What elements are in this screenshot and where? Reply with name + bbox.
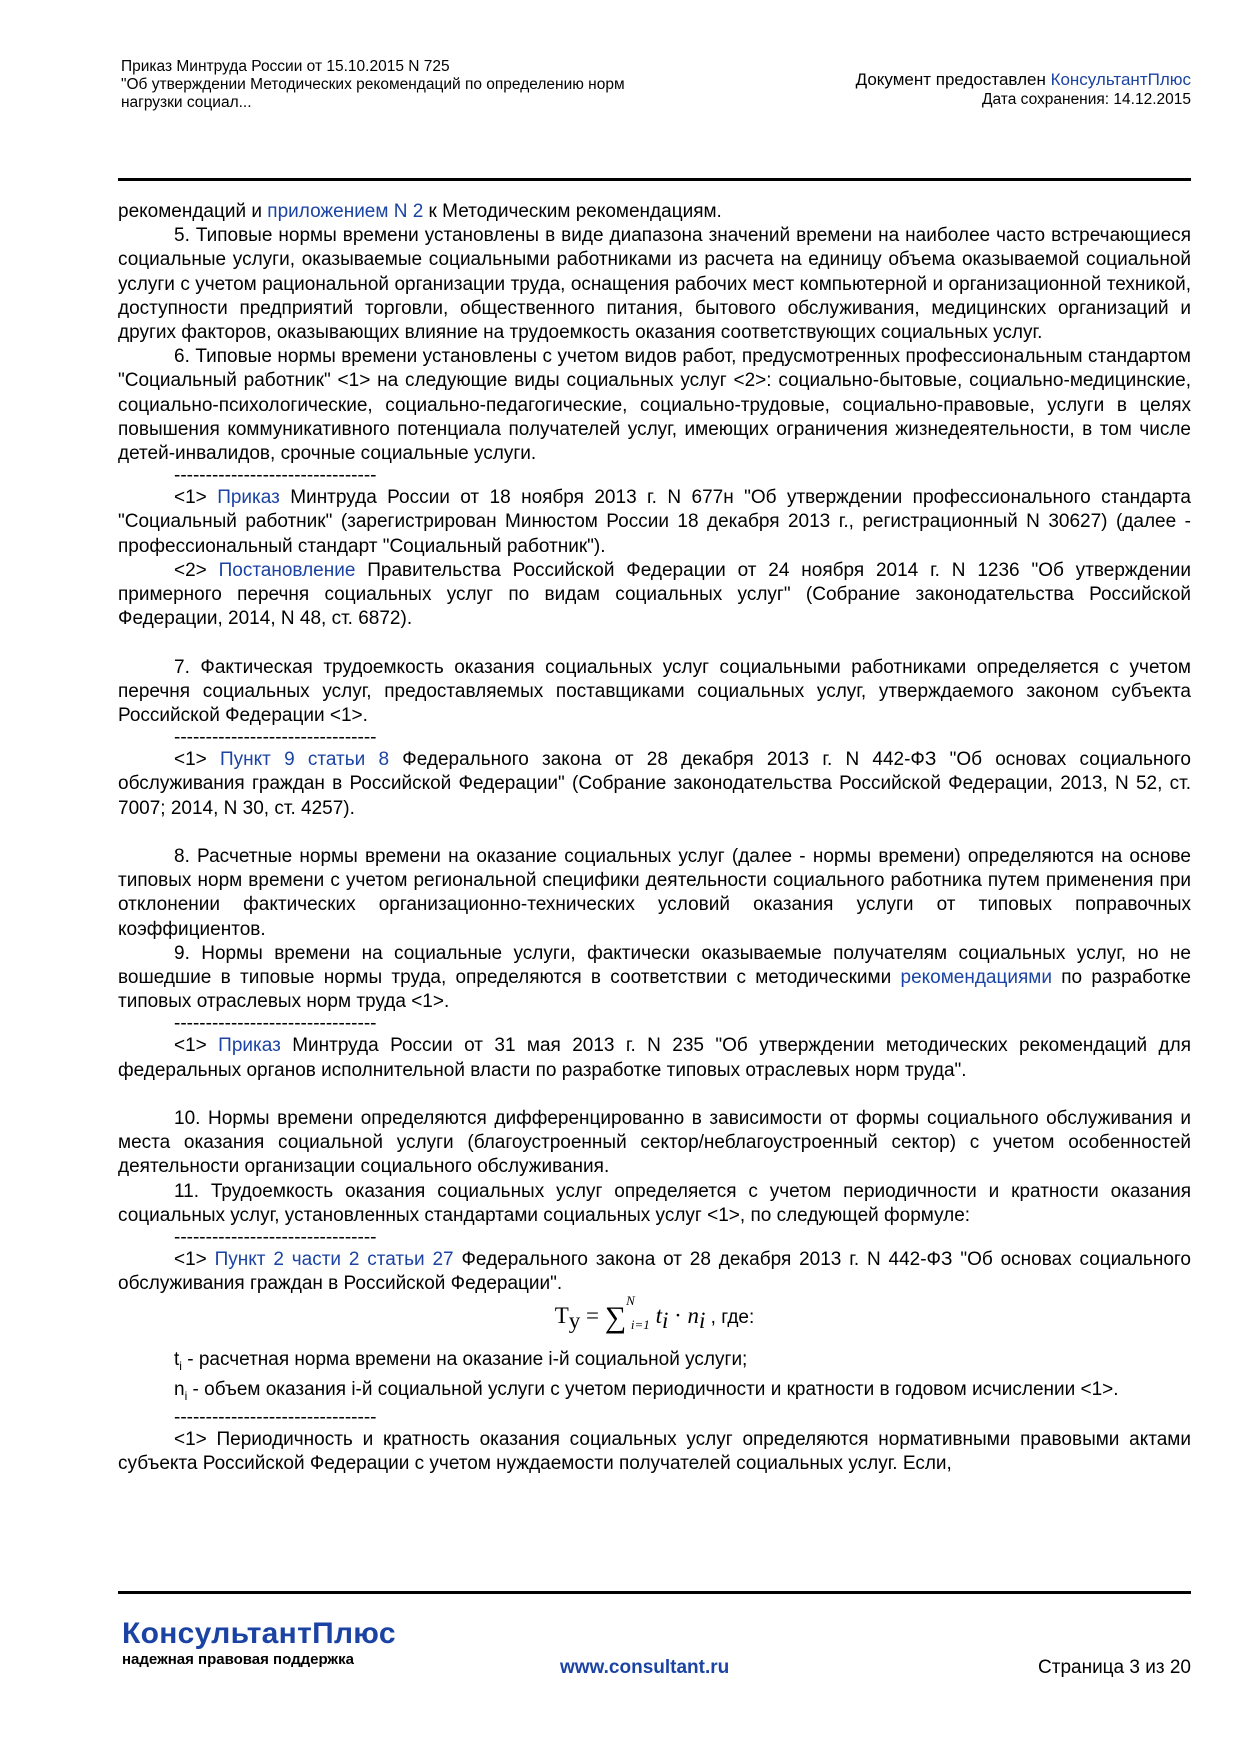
recommendations-link[interactable]: рекомендациями	[900, 967, 1052, 989]
formula-t: t	[655, 1303, 662, 1329]
order-235-link[interactable]: Приказ	[218, 1035, 281, 1057]
text: Минтруда России от 31 мая 2013 г. N 235 "Об утверждении методических рекомендаций для федеральных органов исполнительной власти по разработке типовых отраслевых норм труда".	[118, 1035, 1191, 1081]
text: <1>	[174, 749, 220, 771]
header-title-line3: нагрузки социал...	[121, 94, 252, 111]
var-t-sub: i	[179, 1358, 182, 1373]
article-8-link[interactable]: Пункт 9 статьи 8	[220, 749, 390, 771]
provider-brand-link[interactable]: КонсультантПлюс	[1050, 70, 1191, 89]
footnote-separator: --------------------------------	[174, 1406, 377, 1428]
text: <1>	[174, 1249, 215, 1271]
formula-dot: ·	[668, 1303, 688, 1329]
text: - объем оказания i-й социальной услуги с учетом периодичности и кратности в годовом исчислении <1>.	[187, 1378, 1119, 1400]
sum-symbol: ∑	[604, 1300, 627, 1334]
footnote-separator: --------------------------------	[174, 1227, 377, 1249]
footnote-11-1	[118, 1248, 1191, 1296]
paragraph-8: 8. Расчетные нормы времени на оказание социальных услуг (далее - нормы времени) определяются на основе типовых норм времени с учетом региональной специфики деятельности социального работника путем применения при отклонении фактических организационно-технических условий оказания услуги от типовых поправочных коэффициентов.	[118, 846, 1191, 940]
text: - расчетная норма времени на оказание i-й социальной услуги;	[181, 1348, 748, 1370]
resolution-link[interactable]: Постановление	[218, 559, 356, 581]
spacer	[118, 821, 1191, 845]
paragraph-10: 10. Нормы времени определяются дифференцированно в зависимости от формы социального обслуживания и места оказания социальной услуги (благоустроенный сектор/неблагоустроенный сектор) с учетом особенностей деятельности организации социального обслуживания.	[118, 1108, 1191, 1178]
formula-eq: =	[580, 1303, 605, 1329]
footer-site-link[interactable]: www.consultant.ru	[560, 1657, 730, 1678]
definition-t	[118, 1348, 1191, 1378]
text: <2>	[174, 559, 219, 581]
order-link[interactable]: Приказ	[217, 487, 280, 509]
definition-n	[118, 1378, 1191, 1408]
header-divider	[118, 178, 1191, 181]
paragraph-7: 7. Фактическая трудоемкость оказания социальных услуг социальными работниками определяется с учетом перечня социальных услуг, предоставляемых поставщиками социальных услуг, утверждаемого законом субъекта Российской Федерации <1>.	[118, 656, 1191, 727]
header-provided-by	[856, 70, 1191, 90]
footer-brand-logo[interactable]: КонсультантПлюс	[122, 1617, 396, 1650]
paragraph-6: 6. Типовые нормы времени установлены с учетом видов работ, предусмотренных профессиональным стандартом "Социальный работник" <1> на следующие виды социальных услуг <2>: социально-бытовые, социально-медицинские, социально-психологические, социально-педагогические, социально-трудовые, социально-правовые, услуги в целях повышения коммуникативного потенциала получателей услуг, имеющих ограничения жизнедеятельности, в том числе детей-инвалидов, срочные социальные услуги.	[118, 346, 1191, 465]
footnote-6-1	[118, 486, 1191, 559]
var-t: t	[174, 1348, 180, 1370]
save-date: Дата сохранения: 14.12.2015	[982, 91, 1191, 108]
footnote-separator: --------------------------------	[174, 727, 377, 749]
sum-upper-limit: N	[626, 1293, 635, 1309]
labor-intensity-formula	[118, 1293, 1191, 1347]
footnote-last: <1> Периодичность и кратность оказания социальных услуг определяются нормативными правовыми актами субъекта Российской Федерации с учетом нуждаемости получателей социальных услуг. Если,	[118, 1428, 1191, 1475]
footer-divider	[118, 1591, 1191, 1594]
text: <1>	[174, 1035, 219, 1057]
text: Федерального закона от 28 декабря 2013 г. N 442-ФЗ "Об основах социального обслуживания граждан в Российской Федерации" (Собрание законодательства Российской Федерации, 2013, N 52, ст. 7007; 2014, N 30, ст. 4257).	[118, 749, 1191, 819]
footnote-9-1	[118, 1034, 1191, 1082]
formula-lhs: T	[554, 1303, 569, 1329]
provided-prefix: Документ предоставлен	[855, 70, 1051, 89]
text: Правительства Российской Федерации от 24 ноября 2014 г. N 1236 "Об утверждении примерного перечня социальных услуг по видам социальных услуг" (Собрание законодательства Российской Федерации, 2014, N 48, ст. 6872).	[118, 559, 1191, 630]
spacer	[118, 1083, 1191, 1107]
page-number: Страница 3 из 20	[1038, 1657, 1191, 1678]
text: Минтруда России от 18 ноября 2013 г. N 677н "Об утверждении профессионального стандарта "Социальный работник" (зарегистрирован Минюстом России 18 декабря 2013 г., регистрационный N 30627) (далее - профессиональный стандарт "Социальный работник").	[118, 487, 1191, 557]
var-n-sub: i	[184, 1388, 188, 1403]
paragraph-9	[118, 942, 1191, 1015]
formula-lhs-sub: у	[568, 1308, 581, 1334]
header-title-line2: "Об утверждении Методических рекомендаций по определению норм	[121, 76, 625, 93]
text: <1>	[174, 487, 218, 509]
footnote-separator: --------------------------------	[174, 1013, 377, 1035]
text: 9. Нормы времени на социальные услуги, фактически оказываемые получателям социальных услуг, но не вошедшие в типовые нормы труда, определяются в соответствии с методическими	[118, 942, 1191, 989]
footer-tagline: надежная правовая поддержка	[122, 1651, 354, 1668]
text: рекомендаций и	[118, 201, 268, 222]
article-27-link[interactable]: Пункт 2 части 2 статьи 27	[214, 1249, 454, 1271]
text: Федерального закона от 28 декабря 2013 г. N 442-ФЗ "Об основах социального обслуживания граждан в Российской Федерации".	[118, 1249, 1191, 1295]
paragraph-continuation	[118, 200, 1191, 224]
footnote-separator: --------------------------------	[174, 465, 377, 487]
spacer	[118, 631, 1191, 655]
header-title-line1: Приказ Минтруда России от 15.10.2015 N 725	[121, 58, 450, 75]
formula-t-sub: i	[661, 1308, 669, 1334]
formula-where: , где:	[705, 1307, 755, 1329]
paragraph-5: 5. Типовые нормы времени установлены в виде диапазона значений времени на наиболее часто встречающиеся социальные услуги, оказываемые социальными работниками из расчета на единицу объема оказываемой социальной услуги с учетом рациональной организации труда, оснащения рабочих мест компьютерной и организационной техникой, доступности предприятий торговли, общественного питания, бытового обслуживания, медицинских организаций и других факторов, оказывающих влияние на трудоемкость оказания соответствующих социальных услуг.	[118, 225, 1191, 344]
formula-n: n	[687, 1303, 700, 1329]
text: к Методическим рекомендациям.	[423, 201, 722, 222]
header-document-title	[121, 58, 741, 112]
footnote-7-1	[118, 748, 1191, 821]
sum-lower-limit: i=1	[630, 1317, 650, 1333]
appendix-2-link[interactable]: приложением N 2	[267, 201, 424, 222]
formula-n-sub: i	[699, 1308, 706, 1334]
var-n: n	[174, 1378, 185, 1400]
header-provider-info	[856, 70, 1191, 110]
document-body	[118, 200, 1191, 1476]
paragraph-11: 11. Трудоемкость оказания социальных услуг определяется с учетом периодичности и кратности оказания социальных услуг, установленных стандартами социальных услуг <1>, по следующей формуле:	[118, 1180, 1191, 1226]
footer-brand-block	[122, 1617, 396, 1668]
footnote-6-2	[118, 559, 1191, 632]
text: по разработке типовых отраслевых норм труда <1>.	[118, 967, 1191, 1013]
